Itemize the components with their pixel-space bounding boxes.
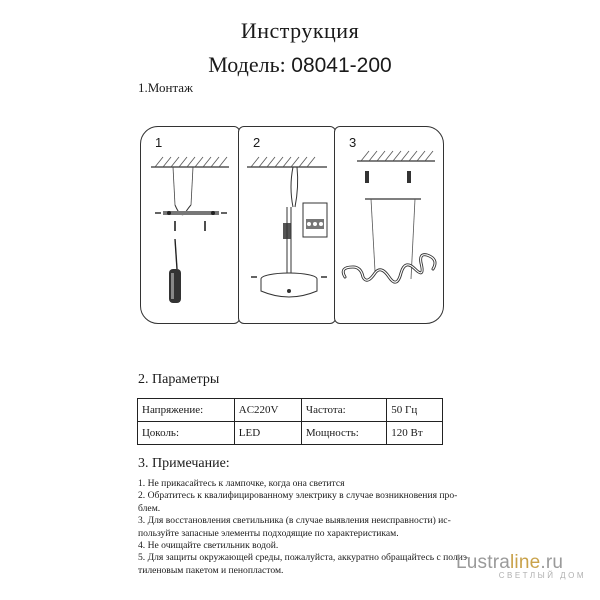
table-cell: Частота: <box>301 399 386 422</box>
parameters-table <box>137 398 443 445</box>
table-row <box>138 422 443 445</box>
note-line: тиленовым пакетом и пенопластом. <box>138 564 284 576</box>
note-line: пользуйте запасные элементы подходящие по характеристикам. <box>138 527 399 539</box>
logo-brand-accent: line <box>510 552 541 573</box>
mounting-step-1-illustration <box>141 127 239 323</box>
note-line: 4. Не очищайте светильник водой. <box>138 540 279 552</box>
table-cell: Напряжение: <box>138 399 235 422</box>
panel-number: 3 <box>349 135 357 150</box>
lustraline-watermark-logo <box>456 552 596 580</box>
mounting-step-3-illustration <box>335 127 443 323</box>
logo-tagline: СВЕТЛЫЙ ДОМ <box>498 571 586 580</box>
note-line: 1. Не прикасайтесь к лампочке, когда она светится <box>138 478 345 489</box>
section-mounting-title: 1.Монтаж <box>138 80 194 95</box>
table-cell: 120 Вт <box>387 422 443 445</box>
mounting-panel-3 <box>334 126 444 324</box>
mounting-panel-2 <box>238 126 336 324</box>
model-number: 08041-200 <box>291 54 392 77</box>
notes-list <box>138 478 471 577</box>
logo-brand-domain: .ru <box>540 552 564 573</box>
panel-number: 2 <box>253 135 261 150</box>
note-line: 5. Для защиты окружающей среды, пожалуйста, аккуратно обращайтесь с полиэ- <box>138 552 471 564</box>
mounting-panel-1 <box>140 126 240 324</box>
note-line: блем. <box>138 502 161 514</box>
note-line: 2. Обратитесь к квалифицированному электрику в случае возникновения про- <box>138 490 458 502</box>
section-notes-title: 3. Примечание: <box>138 456 230 471</box>
logo-brand-part: Lustra <box>456 552 511 573</box>
table-cell: Мощность: <box>301 422 386 445</box>
panel-number: 1 <box>155 135 163 150</box>
document-title: Инструкция <box>240 18 360 43</box>
table-row <box>138 399 443 422</box>
section-parameters-title: 2. Параметры <box>138 372 220 387</box>
table-cell: LED <box>234 422 301 445</box>
table-cell: 50 Гц <box>387 399 443 422</box>
table-cell: Цоколь: <box>138 422 235 445</box>
model-line <box>0 52 600 78</box>
table-cell: AC220V <box>234 399 301 422</box>
note-line: 3. Для восстановления светильника (в случае выявления неисправности) ис- <box>138 515 451 527</box>
mounting-step-2-illustration <box>239 127 335 323</box>
model-label: Модель: <box>208 52 286 77</box>
